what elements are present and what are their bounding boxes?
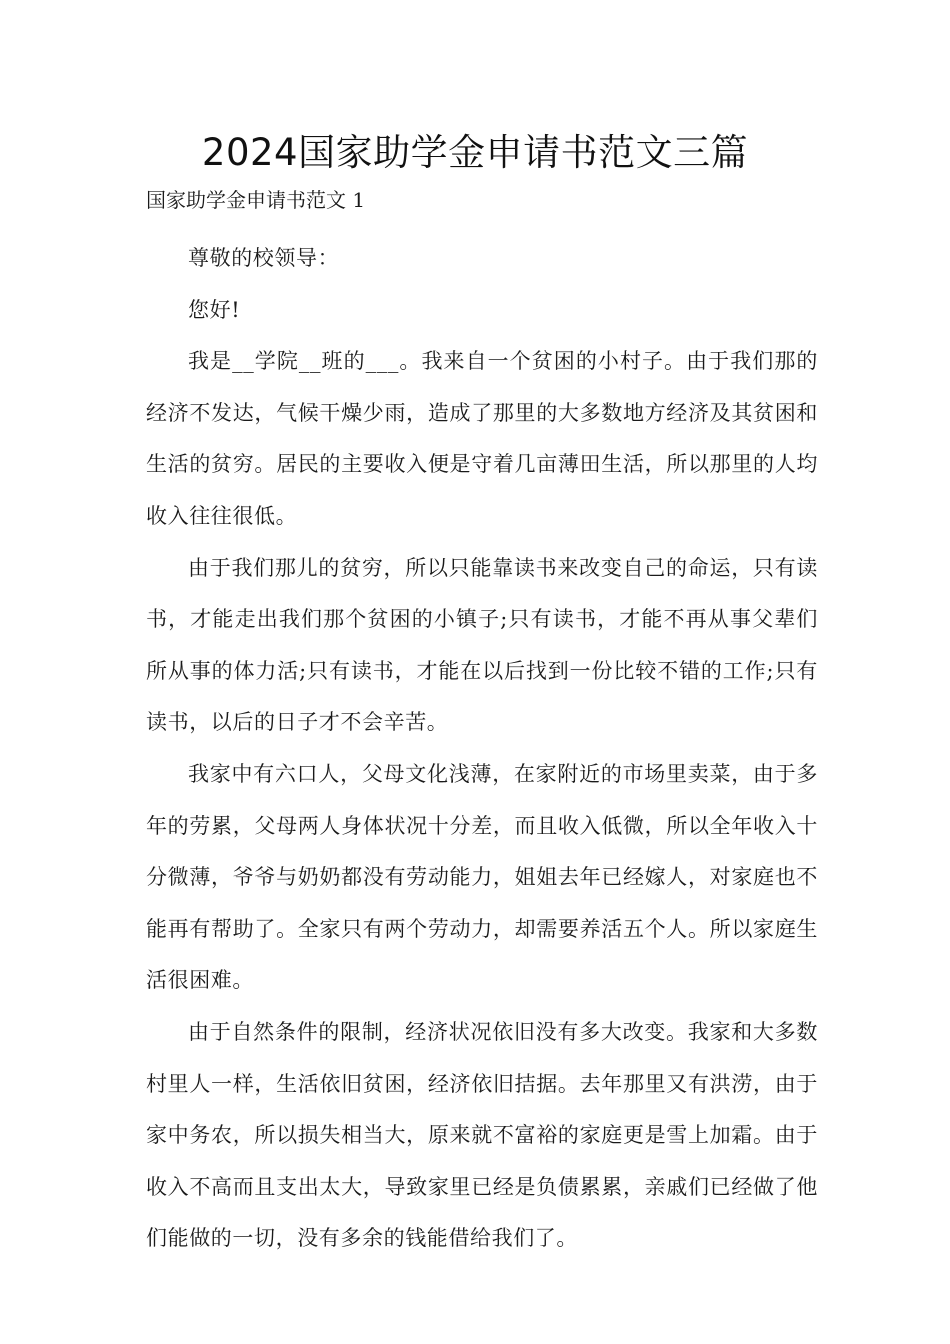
letter-body [146, 233, 818, 1265]
document-title: 2024国家助学金申请书范文三篇 [201, 131, 749, 174]
paragraph-4: 由于自然条件的限制，经济状况依旧没有多大改变。我家和大多数村里人一样，生活依旧贫困，经济依旧拮据。去年那里又有洪涝，由于家中务农，所以损失相当大，原来就不富裕的家庭更是雪上加霜。由于收入不高而且支出太大，导致家里已经是负债累累，亲戚们已经做了他们能做的一切，没有多余的钱能借给我们了。 [146, 1019, 818, 1251]
paragraph-1: 我是__学院__班的___。我来自一个贫困的小村子。由于我们那的经济不发达，气候干燥少雨，造成了那里的大多数地方经济及其贫困和生活的贫穷。居民的主要收入便是守着几亩薄田生活，所以那里的人均收入往往很低。 [146, 349, 818, 528]
section-subtitle: 国家助学金申请书范文 1 [146, 188, 366, 212]
greeting: 您好! [188, 297, 241, 322]
salutation: 尊敬的校领导： [188, 246, 340, 270]
paragraph-3: 我家中有六口人，父母文化浅薄，在家附近的市场里卖菜，由于多年的劳累，父母两人身体状况十分差，而且收入低微，所以全年收入十分微薄，爷爷与奶奶都没有劳动能力，姐姐去年已经嫁人，对家庭也不能再有帮助了。全家只有两个劳动力，却需要养活五个人。所以家庭生活很困难。 [146, 761, 818, 993]
paragraph-2: 由于我们那儿的贫穷，所以只能靠读书来改变自己的命运，只有读书，才能走出我们那个贫困的小镇子;只有读书，才能不再从事父辈们所从事的体力活;只有读书，才能在以后找到一份比较不错的工作;只有读书，以后的日子才不会辛苦。 [146, 555, 818, 735]
